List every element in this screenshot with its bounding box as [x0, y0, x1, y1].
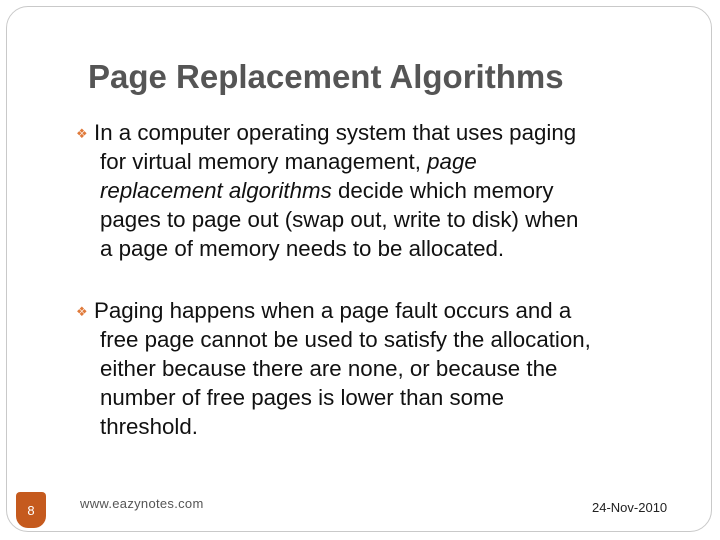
diamond-bullet-icon: ❖	[76, 126, 88, 141]
bullet-1-line-2: for virtual memory management, page	[100, 149, 477, 174]
footer-date: 24-Nov-2010	[592, 500, 668, 515]
footer-website: www.eazynotes.com	[80, 496, 204, 511]
bullet-2-line-3: either because there are none, or because the	[100, 356, 558, 381]
bullet-2-line-1: ❖ Paging happens when a page fault occurs and a	[76, 298, 572, 323]
bullet-1-line-1: ❖ In a computer operating system that uses paging	[76, 120, 577, 145]
bullet-1-line-4: pages to page out (swap out, write to disk) when	[100, 207, 579, 232]
bullet-2-line-4: number of free pages is lower than some	[100, 385, 505, 410]
diamond-bullet-icon: ❖	[76, 304, 88, 319]
bullet-1-line-3: replacement algorithms decide which memory	[100, 178, 554, 203]
bullet-2-line-2: free page cannot be used to satisfy the allocation,	[100, 327, 591, 352]
italic-term: page	[427, 149, 477, 174]
bullet-paragraph-2	[76, 296, 676, 441]
slide-title: Page Replacement Algorithms	[88, 58, 564, 95]
bullet-2-line-5: threshold.	[100, 414, 198, 439]
italic-term: replacement algorithms	[100, 178, 332, 203]
bullet-1-line-5: a page of memory needs to be allocated.	[100, 236, 505, 261]
slide-number-badge: 8	[16, 492, 46, 528]
bullet-paragraph-1	[76, 118, 676, 263]
